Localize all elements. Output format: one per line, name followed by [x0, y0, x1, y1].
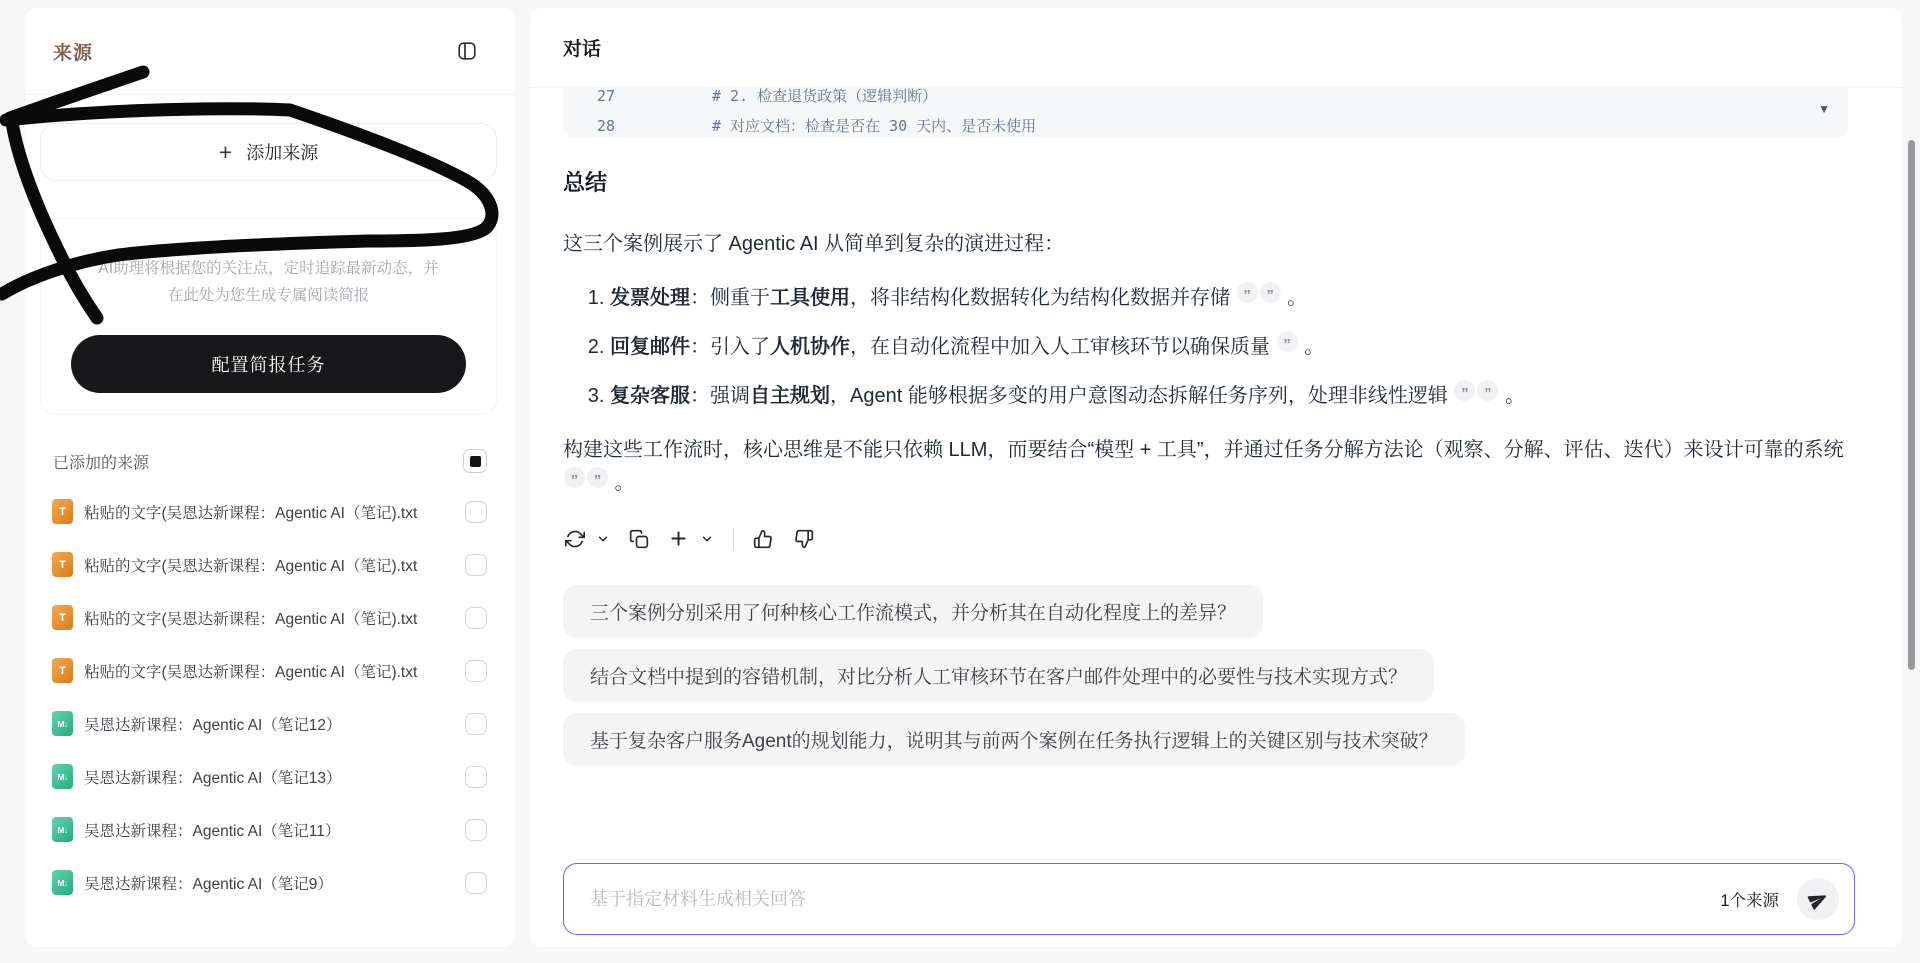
chat-body — [530, 88, 1902, 766]
suggested-question-chip[interactable] — [563, 649, 1434, 702]
source-checkbox[interactable] — [465, 660, 487, 682]
source-checkbox[interactable] — [465, 607, 487, 629]
sources-panel — [25, 8, 515, 947]
md-file-icon: M↓ — [52, 817, 73, 842]
code-text: # 2. 检查退货政策（逻辑判断） — [712, 88, 938, 105]
send-button[interactable] — [1797, 878, 1839, 920]
send-icon — [1804, 885, 1832, 913]
triangle-down-icon: ▼ — [1818, 102, 1830, 116]
text: ，在自动化流程中加入人工审核环节以确保质量 — [850, 336, 1276, 358]
citation-chip[interactable]: ” — [1237, 282, 1258, 303]
txt-file-icon: T — [52, 605, 73, 630]
md-file-icon: M↓ — [52, 870, 73, 895]
briefing-card — [40, 218, 497, 415]
source-item[interactable] — [25, 803, 515, 856]
suggested-question-chip[interactable] — [563, 585, 1263, 638]
source-item[interactable] — [25, 538, 515, 591]
bold-text: 复杂客服 — [610, 385, 690, 407]
select-all-checkbox[interactable] — [463, 449, 487, 473]
source-checkbox[interactable] — [465, 872, 487, 894]
source-checkbox[interactable] — [465, 554, 487, 576]
chat-panel — [530, 8, 1902, 947]
summary-heading: 总结 — [563, 170, 608, 195]
bold-text: 人机协作 — [770, 336, 850, 358]
summary-list-item — [610, 282, 1855, 314]
source-item-label: 粘贴的文字(吴恩达新课程：Agentic AI（笔记).txt — [84, 504, 418, 522]
summary-outro — [563, 434, 1855, 500]
bold-text: 工具使用 — [770, 287, 850, 309]
source-checkbox[interactable] — [465, 501, 487, 523]
thumbs-up-icon — [753, 529, 773, 549]
bold-text: 回复邮件 — [610, 336, 690, 358]
suggested-question-text: 结合文档中提到的容错机制，对比分析人工审核环节在客户邮件处理中的必要性与技术实现方式？ — [590, 667, 1408, 688]
thumbs-down-button[interactable] — [792, 525, 816, 553]
summary-list — [563, 282, 1855, 412]
text: 。 — [1281, 287, 1308, 309]
source-count-label: 1个来源 — [1720, 892, 1779, 910]
source-item-label: 粘贴的文字(吴恩达新课程：Agentic AI（笔记).txt — [84, 557, 418, 575]
regenerate-icon — [565, 529, 585, 549]
add-source-button[interactable] — [40, 123, 497, 181]
chat-title: 对话 — [563, 39, 602, 60]
citation-chip[interactable]: ” — [1277, 331, 1298, 352]
txt-file-icon: T — [52, 552, 73, 577]
code-block[interactable] — [563, 88, 1848, 137]
text: ，将非结构化数据转化为结构化数据并存储 — [850, 287, 1236, 309]
panel-toggle-icon — [456, 40, 478, 62]
source-item-label: 吴恩达新课程：Agentic AI（笔记11） — [84, 822, 341, 840]
thumbs-up-button[interactable] — [751, 525, 775, 553]
copy-icon — [629, 529, 649, 549]
source-item[interactable] — [25, 697, 515, 750]
code-text: # 对应文档：检查是否在 30 天内、是否未使用 — [712, 117, 1037, 135]
configure-briefing-button[interactable]: 配置简报任务 — [71, 335, 466, 393]
suggested-question-text: 三个案例分别采用了何种核心工作流模式，并分析其在自动化程度上的差异？ — [590, 603, 1237, 624]
line-number: 27 — [596, 88, 615, 105]
chevron-down-icon — [596, 532, 610, 546]
page-scrollbar-thumb[interactable] — [1908, 140, 1915, 670]
toolbar-divider — [733, 528, 734, 550]
citation-chip[interactable]: ” — [564, 467, 585, 488]
regenerate-options-button[interactable] — [594, 528, 612, 550]
line-number: 28 — [596, 117, 615, 135]
source-item-label: 粘贴的文字(吴恩达新课程：Agentic AI（笔记).txt — [84, 663, 418, 681]
text: 。 — [1298, 336, 1325, 358]
citation-chip[interactable]: ” — [1260, 282, 1281, 303]
collapse-sidebar-button[interactable] — [455, 39, 479, 63]
source-checkbox[interactable] — [465, 713, 487, 735]
source-list — [25, 485, 515, 909]
summary-list-item — [610, 380, 1855, 412]
suggested-question-text: 基于复杂客户服务Agent的规划能力，说明其与前两个案例在任务执行逻辑上的关键区别与技术突破？ — [590, 731, 1438, 752]
suggested-question-chip[interactable] — [563, 713, 1465, 766]
citation-chip[interactable]: ” — [1477, 380, 1498, 401]
briefing-description-line2: 在此处为您生成专属阅读简报 — [167, 287, 370, 304]
chat-input[interactable] — [590, 889, 1720, 910]
source-item[interactable] — [25, 644, 515, 697]
citation-chip[interactable]: ” — [1454, 380, 1475, 401]
message-toolbar — [563, 524, 1855, 553]
bold-text: 自主规划 — [750, 385, 830, 407]
sources-panel-header — [25, 8, 515, 95]
code-line — [563, 111, 1848, 137]
source-checkbox[interactable] — [465, 819, 487, 841]
source-checkbox[interactable] — [465, 766, 487, 788]
bold-text: 发票处理 — [610, 287, 690, 309]
txt-file-icon: T — [52, 499, 73, 524]
text: ：侧重于 — [690, 287, 770, 309]
summary-list-item — [610, 331, 1855, 363]
source-item-label: 粘贴的文字(吴恩达新课程：Agentic AI（笔记).txt — [84, 610, 418, 628]
checkbox-indeterminate-mark — [470, 456, 481, 467]
text: 。 — [609, 472, 635, 494]
code-line — [563, 88, 1848, 111]
add-source-label: 添加来源 — [246, 143, 319, 163]
text: 。 — [1499, 385, 1525, 407]
md-file-icon: M↓ — [52, 764, 73, 789]
txt-file-icon: T — [52, 658, 73, 683]
source-item-label: 吴恩达新课程：Agentic AI（笔记12） — [84, 716, 342, 734]
added-sources-row — [53, 449, 487, 473]
regenerate-button[interactable] — [563, 525, 587, 553]
source-item[interactable] — [25, 485, 515, 538]
chevron-down-icon — [700, 532, 714, 546]
briefing-description — [71, 255, 466, 309]
source-item[interactable] — [25, 750, 515, 803]
thumbs-down-icon — [794, 529, 814, 549]
citation-chip[interactable]: ” — [587, 467, 608, 488]
summary-intro: 这三个案例展示了 Agentic AI 从简单到复杂的演进过程： — [563, 233, 1065, 255]
plus-icon — [668, 528, 689, 549]
text: 构建这些工作流时，核心思维是不能只依赖 LLM，而要结合“模型 + 工具”，并通过任务分解方法论（观察、分解、评估、迭代）来设计可靠的系统 — [563, 439, 1844, 461]
code-lines — [563, 88, 1848, 137]
md-file-icon: M↓ — [52, 711, 73, 736]
suggested-questions — [563, 585, 1855, 766]
source-item[interactable] — [25, 591, 515, 644]
composer — [563, 863, 1855, 935]
add-options-button[interactable] — [698, 528, 716, 550]
source-item[interactable] — [25, 856, 515, 909]
copy-button[interactable] — [627, 525, 651, 553]
source-item-label: 吴恩达新课程：Agentic AI（笔记9） — [84, 875, 333, 893]
code-collapse-button[interactable] — [1818, 103, 1830, 115]
added-sources-label: 已添加的来源 — [53, 454, 150, 472]
add-to-note-button[interactable] — [666, 524, 691, 553]
text: ：引入了 — [690, 336, 770, 358]
sources-title: 来源 — [53, 42, 94, 64]
briefing-description-line1: AI助理将根据您的关注点，定时追踪最新动态，并 — [98, 260, 439, 277]
source-item-label: 吴恩达新课程：Agentic AI（笔记13） — [84, 769, 342, 787]
plus-icon: + — [218, 138, 233, 165]
text: ，Agent 能够根据多变的用户意图动态拆解任务序列，处理非线性逻辑 — [830, 385, 1454, 407]
chat-header — [530, 8, 1902, 88]
text: ：强调 — [690, 385, 750, 407]
